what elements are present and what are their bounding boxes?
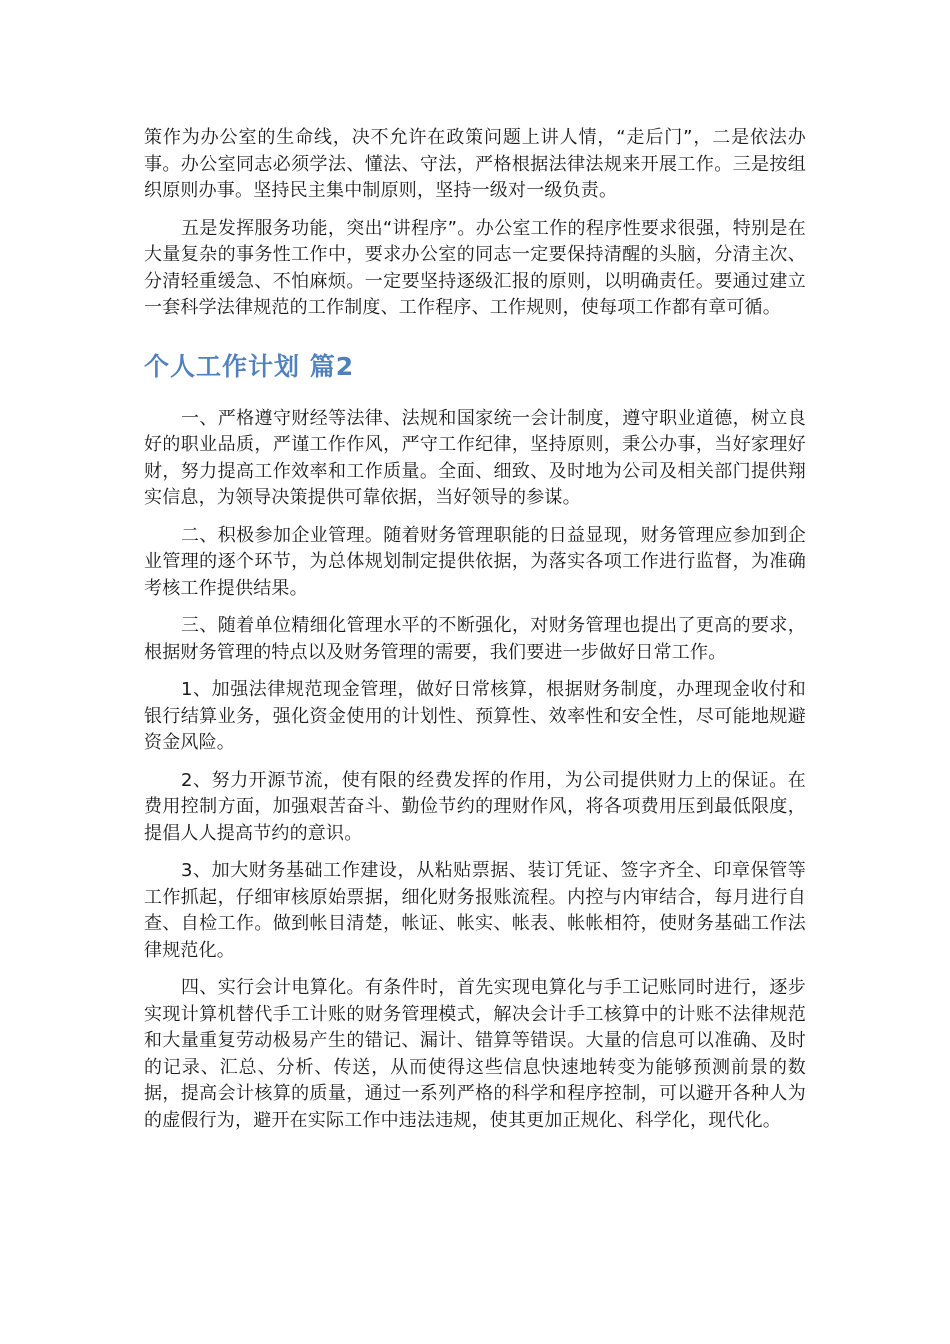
paragraph-item-2: 二、积极参加企业管理。随着财务管理职能的日益显现，财务管理应参加到企业管理的逐个环节，为总体规划制定提供依据，为落实各项工作进行监督，为准确考核工作提供结果。 bbox=[144, 524, 806, 599]
paragraph-intro-2: 五是发挥服务功能，突出“讲程序”。办公室工作的程序性要求很强，特别是在大量复杂的事务性工作中，要求办公室的同志一定要保持清醒的头脑，分清主次、分清轻重缓急、不怕麻烦。一定要坚持逐级汇报的原则，以明确责任。要通过建立一套科学法律规范的工作制度、工作程序、工作规则，使每项工作都有章可循。 bbox=[144, 217, 806, 318]
document-body bbox=[144, 125, 806, 1145]
paragraph-item-4: 四、实行会计电算化。有条件时，首先实现电算化与手工记账同时进行，逐步实现计算机替代手工计账的财务管理模式，解决会计手工核算中的计账不法律规范和大量重复劳动极易产生的错记、漏计、错算等错误。大量的信息可以准确、及时的记录、汇总、分析、传送，从而使得这些信息快速地转变为能够预测前景的数据，提高会计核算的质量，通过一系列严格的科学和程序控制，可以避开各种人为的虚假行为，避开在实际工作中违法违规，使其更加正规化、科学化，现代化。 bbox=[144, 977, 806, 1131]
paragraph-subitem-2: 2、努力开源节流，使有限的经费发挥的作用，为公司提供财力上的保证。在费用控制方面，加强艰苦奋斗、勤俭节约的理财作风，将各项费用压到最低限度，提倡人人提高节约的意识。 bbox=[144, 769, 806, 844]
paragraph-subitem-1: 1、加强法律规范现金管理，做好日常核算，根据财务制度，办理现金收付和银行结算业务，强化资金使用的计划性、预算性、效率性和安全性，尽可能地规避资金风险。 bbox=[144, 679, 806, 753]
paragraph-item-3: 三、随着单位精细化管理水平的不断强化，对财务管理也提出了更高的要求，根据财务管理的特点以及财务管理的需要，我们要进一步做好日常工作。 bbox=[144, 615, 806, 663]
section-title: 个人工作计划 篇2 bbox=[144, 351, 355, 381]
paragraph-subitem-3: 3、加大财务基础工作建设，从粘贴票据、装订凭证、签字齐全、印章保管等工作抓起，仔细审核原始票据，细化财务报账流程。内控与内审结合，每月进行自查、自检工作。做到帐目清楚，帐证、帐实、帐表、帐帐相符，使财务基础工作法律规范化。 bbox=[144, 860, 806, 961]
paragraph-intro-1: 策作为办公室的生命线，决不允许在政策问题上讲人情，“走后门”，二是依法办事。办公室同志必须学法、懂法、守法，严格根据法律法规来开展工作。三是按组织原则办事。坚持民主集中制原则，坚持一级对一级负责。 bbox=[144, 127, 806, 201]
paragraph-item-1: 一、严格遵守财经等法律、法规和国家统一会计制度，遵守职业道德，树立良好的职业品质，严谨工作作风，严守工作纪律，坚持原则，秉公办事，当好家理好财，努力提高工作效率和工作质量。全面、细致、及时地为公司及相关部门提供翔实信息，为领导决策提供可靠依据，当好领导的参谋。 bbox=[144, 407, 806, 508]
